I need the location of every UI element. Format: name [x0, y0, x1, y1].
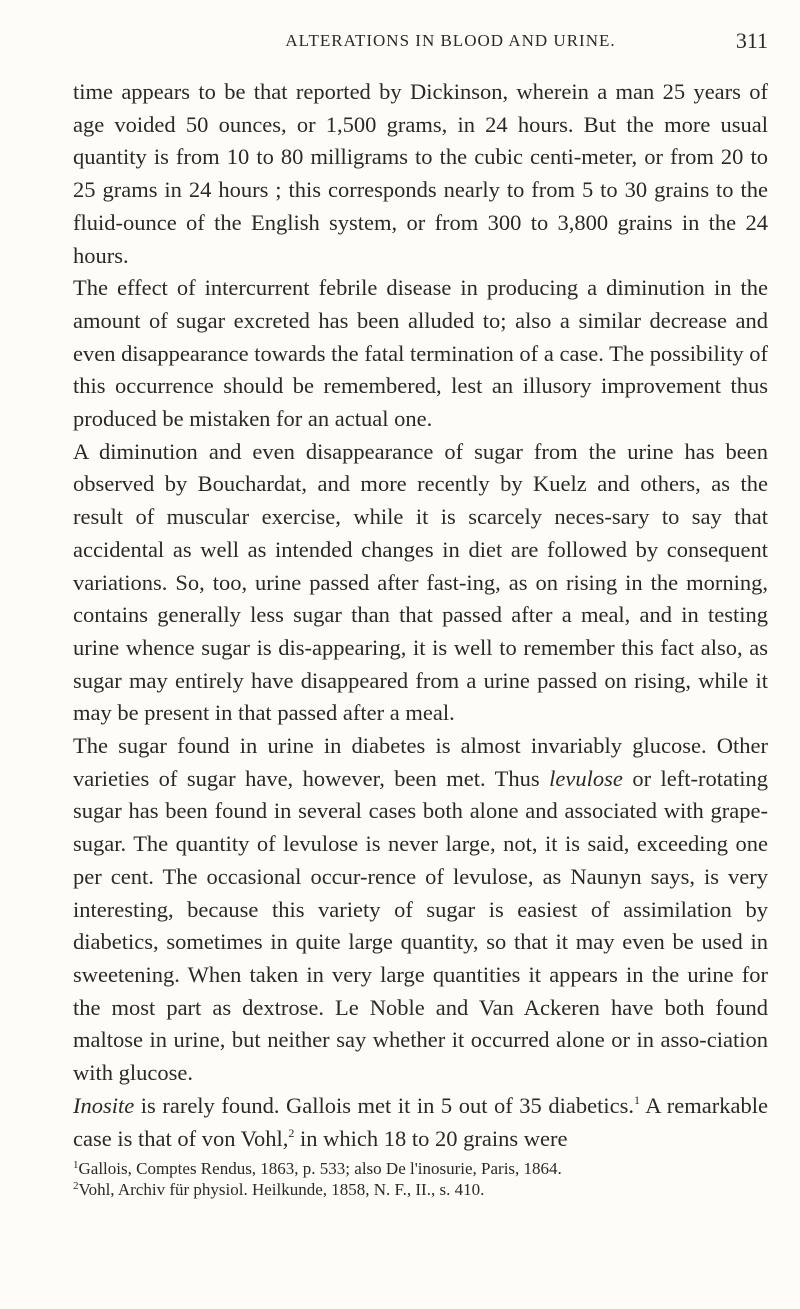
paragraph-text: is rarely found. Gallois met it in 5 out of 35 diabetics. [134, 1092, 634, 1118]
paragraph: time appears to be that reported by Dickinson, wherein a man 25 years of age voided 50 ounces, or 1,500 grams, in 24 hours. But the more usual quantity is from 10 to 80 milligrams to the cubic centi-meter, or from 20 to 25 grams in 24 hours ; this corresponds nearly to from 5 to 30 grains to the fluid-ounce of the English system, or from 300 to 3,800 grains in the 24 hours. [73, 79, 768, 268]
footnote-ref: 1 [633, 1092, 640, 1107]
document-page [73, 28, 768, 1200]
paragraph-text: in which 18 to 20 grains were [294, 1125, 568, 1151]
paragraph: A diminution and even disappearance of sugar from the urine has been observed by Bouchardat, and more recently by Kuelz and others, as the result of muscular exercise, while it is scarcely neces-sary to say that accidental as well as intended changes in diet are followed by consequent variations. So, too, urine passed after fast-ing, as on rising in the morning, contains generally less sugar than that passed after a meal, and in testing urine whence sugar is dis-appearing, it is well to remember this fact also, as sugar may entirely have disappeared from a urine passed on rising, while it may be present in that passed after a meal. [73, 438, 768, 726]
footnote-mark: 1 [73, 1159, 79, 1172]
footnote-text: Vohl, Archiv für physiol. Heilkunde, 1858, N. F., II., s. 410. [78, 1180, 485, 1200]
italic-term: Inosite [73, 1092, 135, 1118]
italic-term: levulose [549, 765, 623, 791]
page-header [73, 28, 768, 64]
page-number: 311 [735, 28, 768, 53]
footnote [73, 1179, 768, 1200]
paragraph: The effect of intercurrent febrile disease in producing a diminution in the amount of sugar excreted has been alluded to; also a similar decrease and even disappearance towards the fatal termination of a case. The possibility of this occurrence should be remembered, lest an illusory improvement thus produced be mistaken for an actual one. [73, 275, 768, 432]
paragraph [73, 1090, 768, 1155]
running-head: ALTERATIONS IN BLOOD AND URINE. [285, 31, 616, 50]
body-text [73, 76, 768, 1155]
footnote-ref: 2 [288, 1125, 295, 1140]
paragraph-text: or left-rotating sugar has been found in several cases both alone and associated with grape-sugar. The quantity of levulose is never large, not, it is said, exceeding one per cent. The occasional occur-rence of levulose, as Naunyn says, is very interesting, because this variety of sugar is easiest of assimilation by diabetics, sometimes in quite large quantity, so that it may even be used in sweetening. When taken in very large quantities it appears in the urine for the most part as dextrose. Le Noble and Van Ackeren have both found maltose in urine, but neither say whether it occurred alone or in asso-ciation with glucose. [73, 765, 768, 1086]
footnote [73, 1158, 768, 1179]
footnote-mark: 2 [73, 1180, 79, 1193]
paragraph [73, 730, 768, 1090]
paragraph-text: The sugar found in urine in diabetes is almost invariably glucose. Other varieties of sugar have, however, been met. Thus [73, 733, 768, 791]
paragraph-text: A remarkable case is that of von Vohl, [73, 1092, 768, 1151]
footnotes [73, 1158, 768, 1200]
footnote-text: Gallois, Comptes Rendus, 1863, p. 533; also De l'inosurie, Paris, 1864. [78, 1159, 562, 1179]
